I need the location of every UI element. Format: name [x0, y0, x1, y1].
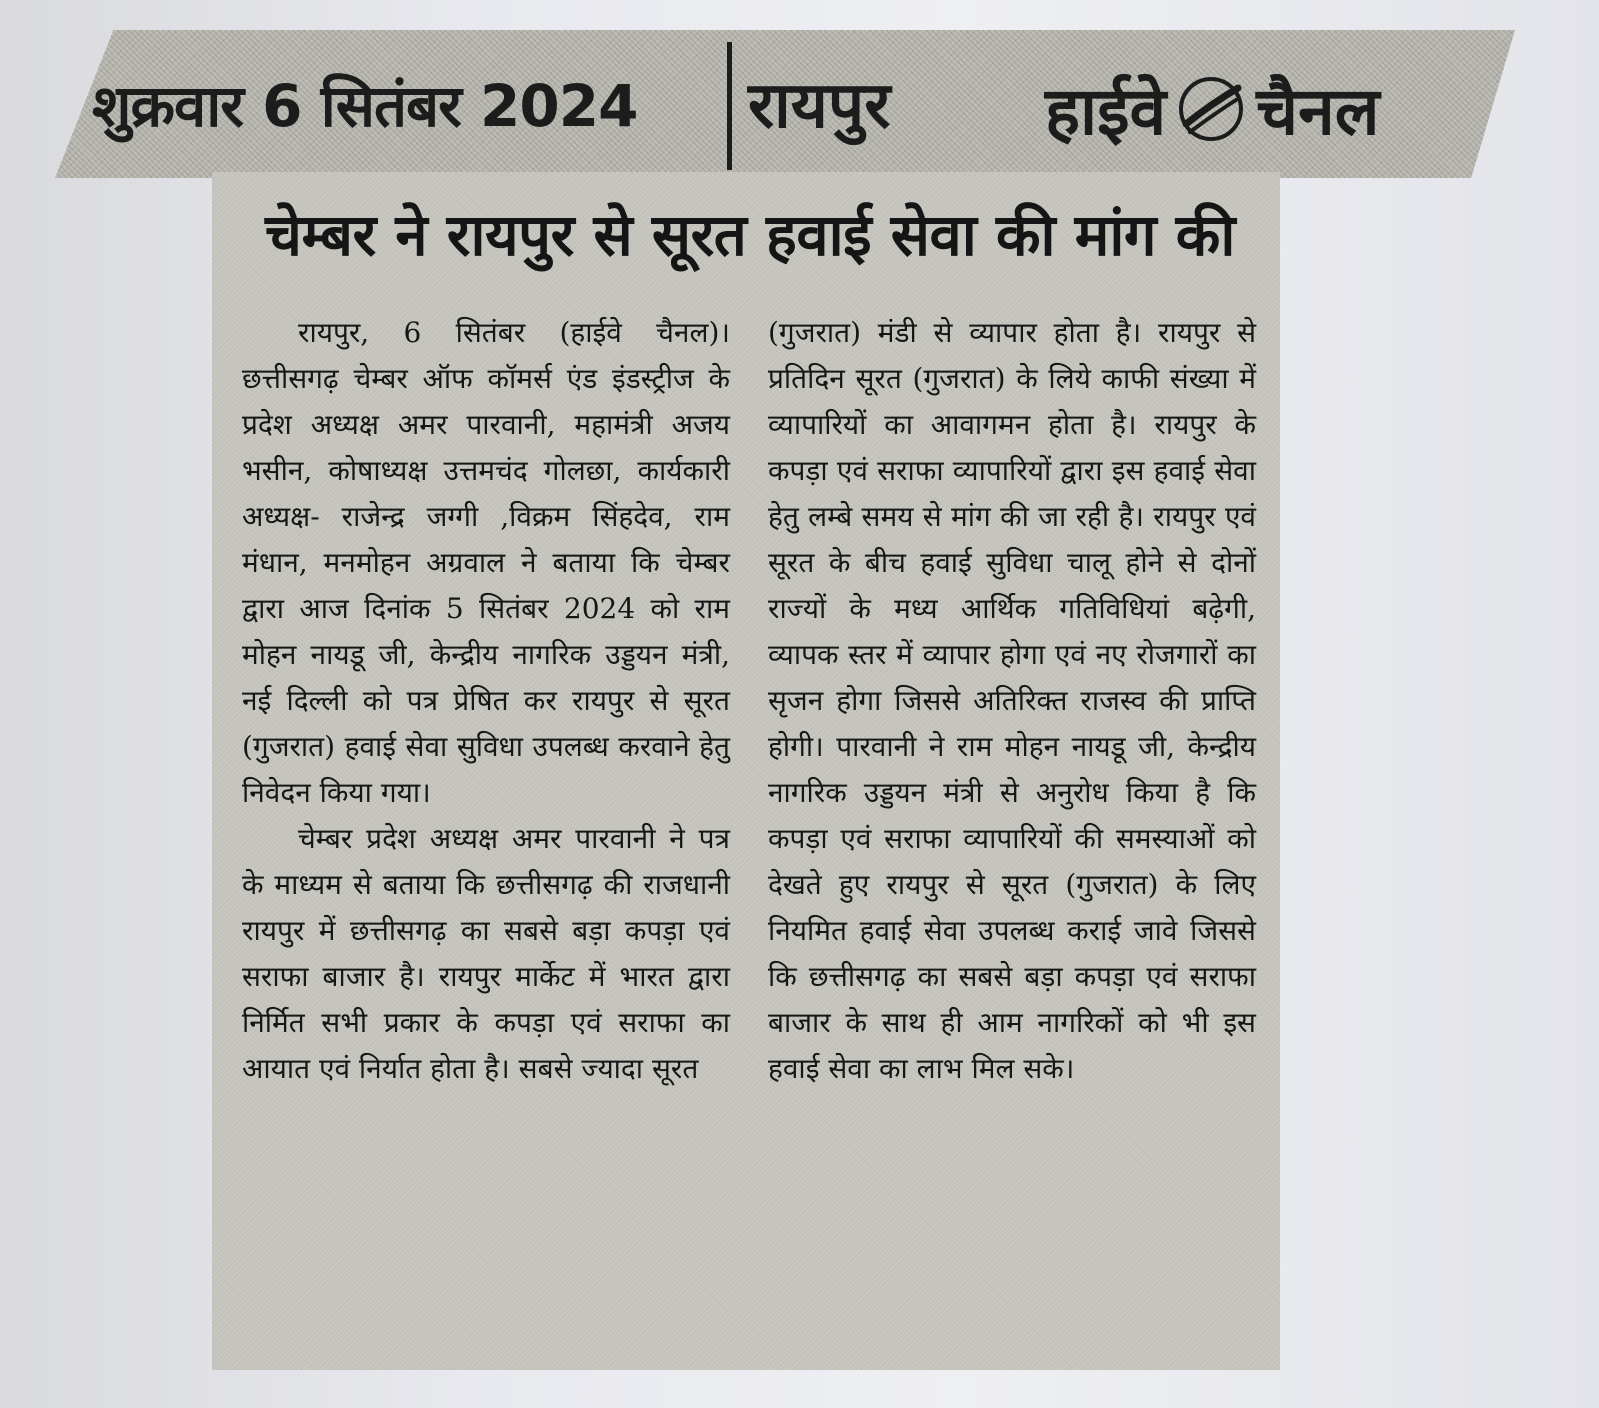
newspaper-masthead — [1045, 64, 1380, 154]
paragraph-3: (गुजरात) मंडी से व्यापार होता है। रायपुर से प्रतिदिन सूरत (गुजरात) के लिये काफी संख्या में व्यापारियों का आवागमन होता है। रायपुर के कपड़ा एवं सराफा व्यापारियों द्वारा इस हवाई सेवा हेतु लम्बे समय से मांग की जा रही है। रायपुर एवं सूरत के बीच हवाई सुविधा चालू होने से दोनों राज्यों के मध्य आर्थिक गतिविधियां बढ़ेगी, व्यापक स्तर में व्यापार होगा एवं नए रोजगारों का सृजन होगा जिससे अतिरिक्त राजस्व की प्राप्ति होगी। पारवानी ने राम मोहन नायडू जी, केन्द्रीय नागरिक उड्डयन मंत्री से अनुरोध किया है कि कपड़ा एवं सराफा व्यापारियों की समस्याओं को देखते हुए रायपुर से सूरत (गुजरात) के लिए नियमित हवाई सेवा उपलब्ध कराई जावे जिससे कि छत्तीसगढ़ का सबसे बड़ा कपड़ा एवं सराफा बाजार के साथ ही आम नागरिकों को भी इस हवाई सेवा का लाभ मिल सके। — [768, 316, 1256, 1085]
header-divider — [727, 42, 732, 170]
paragraph-2: चेम्बर प्रदेश अध्यक्ष अमर पारवानी ने पत्र के माध्यम से बताया कि छत्तीसगढ़ की राजधानी रायपुर में छत्तीसगढ़ का सबसे बड़ा कपड़ा एवं सराफा बाजार है। रायपुर मार्केट में भारत द्वारा निर्मित सभी प्रकार के कपड़ा एवं सराफा का आयात एवं निर्यात होता है। सबसे ज्यादा सूरत — [242, 822, 730, 1085]
article-column-right — [768, 310, 1256, 1092]
masthead-word-1: हाईवे — [1045, 73, 1167, 150]
publication-date: शुक्रवार 6 सितंबर 2024 — [92, 72, 638, 140]
article-headline: चेम्बर ने रायपुर से सूरत हवाई सेवा की मांग की — [265, 201, 1235, 269]
paragraph-1: रायपुर, 6 सितंबर (हाईवे चैनल)। छत्तीसगढ़ चेम्बर ऑफ कॉमर्स एंड इंडस्ट्रीज के प्रदेश अध्यक्ष अमर पारवानी, महामंत्री अजय भसीन, कोषाध्यक्ष उत्तमचंद गोलछा, कार्यकारी अध्यक्ष- राजेन्द्र जग्गी ,विक्रम सिंहदेव, राम मंधान, मनमोहन अग्रवाल ने बताया कि चेम्बर द्वारा आज दिनांक 5 सितंबर 2024 को राम मोहन नायडू जी, केन्द्रीय नागरिक उड्डयन मंत्री, नई दिल्ली को पत्र प्रेषित कर रायपुर से सूरत (गुजरात) हवाई सेवा सुविधा उपलब्ध करवाने हेतु निवेदन किया गया। — [242, 316, 730, 809]
edition-city: रायपुर — [748, 69, 891, 143]
masthead-word-2: चैनल — [1256, 73, 1380, 150]
news-clipping — [212, 172, 1280, 1370]
swoosh-logo-icon — [1176, 74, 1246, 144]
article-column-left — [242, 310, 730, 1092]
